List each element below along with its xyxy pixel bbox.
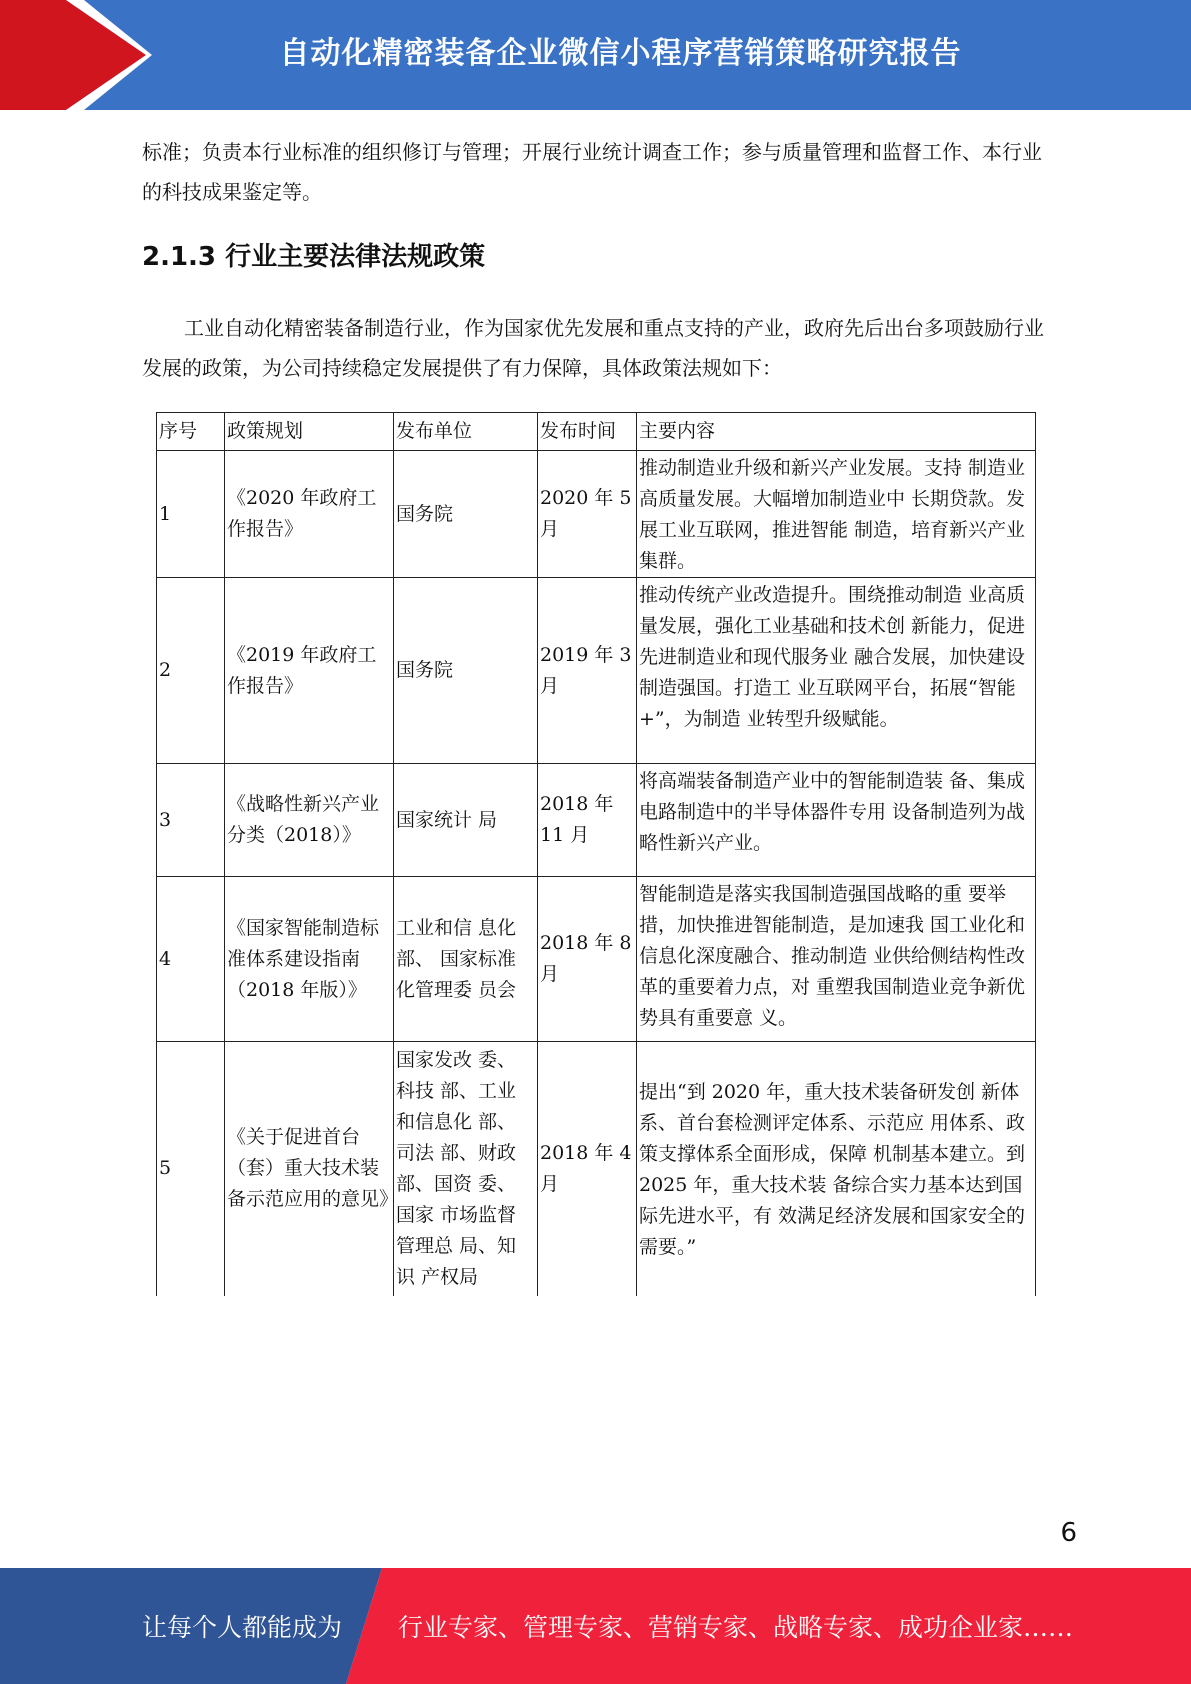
cell-date: 2019 年 3 月: [538, 578, 637, 764]
cell-content: 智能制造是落实我国制造强国战略的重 要举措，加快推进智能制造，是加速我 国工业化和信息化深度融合、推动制造 业供给侧结构性改革的重要着力点，对 重塑我国制造业竞争新优势具有重要意 义。: [637, 877, 1036, 1042]
header-date: 发布时间: [538, 413, 637, 451]
page-number: 6: [1060, 1518, 1077, 1548]
cell-no: 2: [157, 578, 225, 764]
table-row: [157, 578, 1036, 764]
paragraph-intro: 标准；负责本行业标准的组织修订与管理；开展行业统计调查工作；参与质量管理和监督工作、本行业的科技成果鉴定等。: [142, 140, 1042, 204]
cell-content: 将高端装备制造产业中的智能制造装 备、集成电路制造中的半导体器件专用 设备制造列为战略性新兴产业。: [637, 764, 1036, 877]
header-banner: [0, 0, 1191, 110]
cell-policy: 《战略性新兴产业分类（2018）》: [225, 764, 394, 877]
footer-slogan-right: 行业专家、管理专家、营销专家、战略专家、成功企业家……: [398, 1613, 1074, 1642]
cell-issuer: 国家统计 局: [394, 764, 538, 877]
cell-content: 推动传统产业改造提升。围绕推动制造 业高质量发展，强化工业基础和技术创 新能力，促进先进制造业和现代服务业 融合发展，加快建设制造强国。打造工 业互联网平台，拓展“智能+”，为制造 业转型升级赋能。: [637, 578, 1036, 764]
cell-no: 1: [157, 451, 225, 578]
cell-date: 2018 年 8 月: [538, 877, 637, 1042]
cell-content: 推动制造业升级和新兴产业发展。支持 制造业高质量发展。大幅增加制造业中 长期贷款。发展工业互联网，推进智能 制造，培育新兴产业集群。: [637, 451, 1036, 578]
cell-policy: 《国家智能制造标准体系建设指南（2018 年版）》: [225, 877, 394, 1042]
table-row: [157, 764, 1036, 877]
cell-date: 2018 年 4 月: [538, 1042, 637, 1296]
cell-issuer: 国务院: [394, 578, 538, 764]
policy-table: [156, 412, 1036, 1296]
cell-no: 5: [157, 1042, 225, 1296]
section-heading: 2.1.3 行业主要法律法规政策: [142, 242, 486, 272]
table-row: [157, 1042, 1036, 1296]
cell-policy: 《2019 年政府工作报告》: [225, 578, 394, 764]
table-row: [157, 451, 1036, 578]
cell-no: 4: [157, 877, 225, 1042]
cell-issuer: 国家发改 委、科技 部、工业和信息化 部、司法 部、财政部、国资 委、国家 市场监督管理总 局、知识 产权局: [394, 1042, 538, 1296]
report-title: 自动化精密装备企业微信小程序营销策略研究报告: [279, 36, 962, 71]
footer-slogan-left: 让每个人都能成为: [142, 1613, 343, 1642]
table-row: [157, 877, 1036, 1042]
footer-banner: [0, 1568, 1191, 1684]
header-no: 序号: [157, 413, 225, 451]
cell-policy: 《2020 年政府工作报告》: [225, 451, 394, 578]
cell-content: 提出“到 2020 年，重大技术装备研发创 新体系、首台套检测评定体系、示范应 用体系、政策支撑体系全面形成，保障 机制基本建立。到 2025 年，重大技术装 备综合实力基本达到国际先进水平，有 效满足经济发展和国家安全的需要。”: [637, 1042, 1036, 1296]
cell-date: 2020 年 5 月: [538, 451, 637, 578]
header-policy: 政策规划: [225, 413, 394, 451]
table-header-row: [157, 413, 1036, 451]
cell-issuer: 国务院: [394, 451, 538, 578]
cell-policy: 《关于促进首台（套）重大技术装备示范应用的意见》: [225, 1042, 394, 1296]
cell-issuer: 工业和信 息化部、 国家标准化管理委 员会: [394, 877, 538, 1042]
paragraph-policy-intro: 工业自动化精密装备制造行业，作为国家优先发展和重点支持的产业，政府先后出台多项鼓励行业发展的政策，为公司持续稳定发展提供了有力保障，具体政策法规如下：: [142, 316, 1044, 380]
cell-date: 2018 年 11 月: [538, 764, 637, 877]
header-issuer: 发布单位: [394, 413, 538, 451]
header-content: 主要内容: [637, 413, 1036, 451]
cell-no: 3: [157, 764, 225, 877]
